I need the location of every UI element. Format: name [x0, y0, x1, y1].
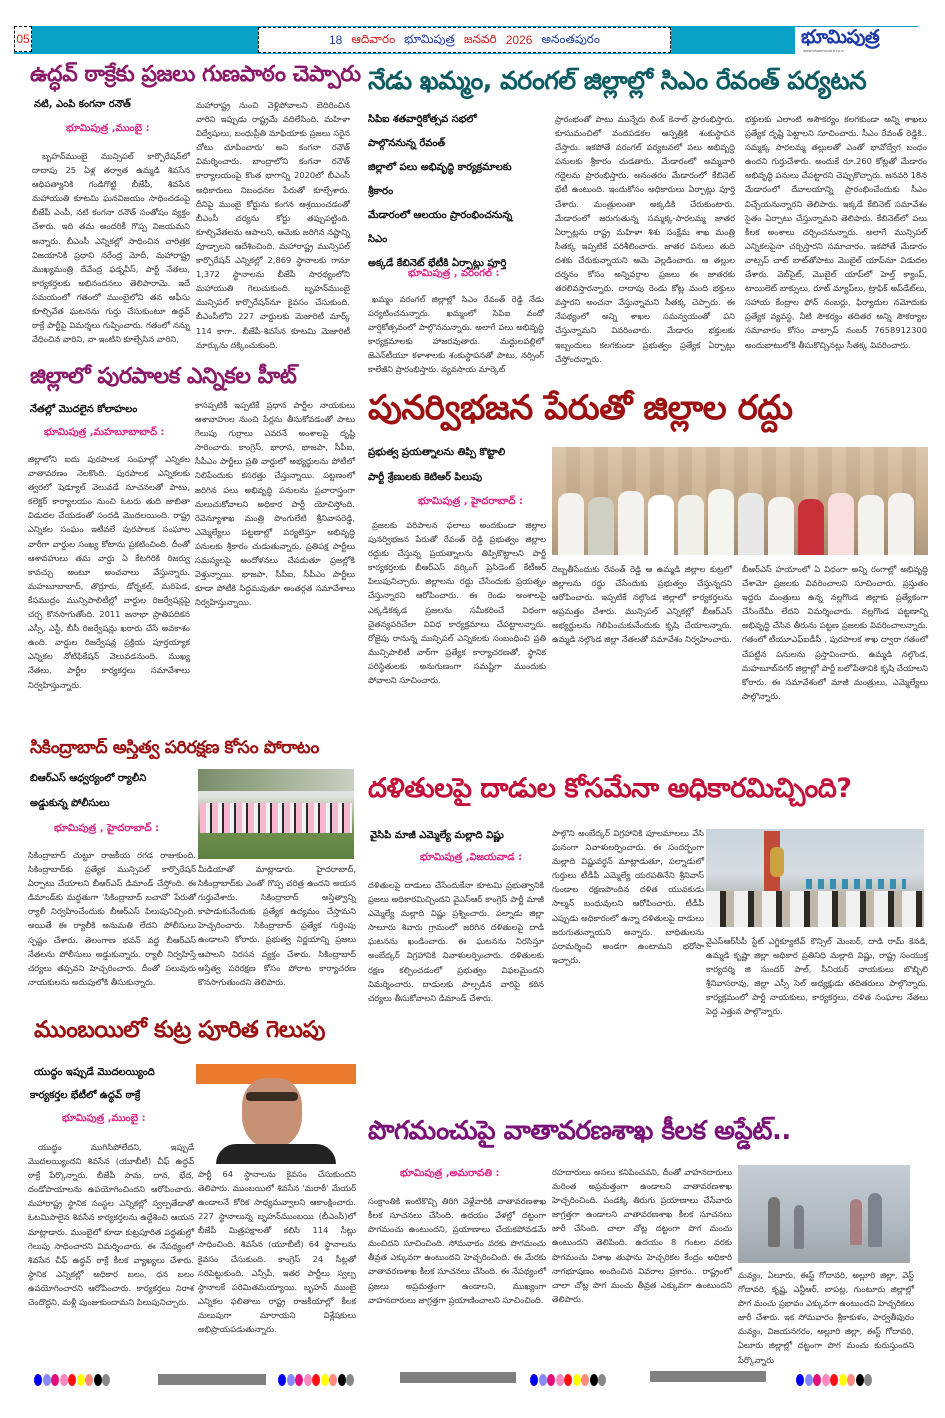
subhead-khammam-1: సిపిఐ శతవార్షికోత్సవ సభలో [368, 114, 477, 125]
footer-color-dot [346, 1374, 354, 1386]
dateline-municipal: భూమిపుత్ర ,మహబూబాబాద్ : [44, 427, 165, 438]
subhead-redistricting-1: ప్రభుత్వ ప్రయత్నాలను తిప్పి కొట్టాలి [368, 447, 506, 458]
headline-dalit: దళితులపై దాడుల కోసమేనా అధికారమిచ్చింది? [368, 773, 852, 804]
footer-color-dot [321, 1374, 329, 1386]
headline-redistricting: పునర్విభజన పేరుతో జిల్లాల రద్దు [368, 388, 793, 428]
photo-fog [738, 1165, 910, 1263]
footer-color-dot [564, 1374, 572, 1386]
footer-color-dot [839, 1374, 847, 1386]
issue-weekday: ఆదివారం [351, 31, 396, 46]
body-mumbai-col2: పార్టీ 64 స్థానాలను కైవసం చేసుకుందని తెలిపారు. ముంబయిలో శివసేన 'మరాఠీ' మేయర్ ఉండాలనే కోరిక సాధ్యమవ్వాలని ఆకాంక్షించారు. 227 స్థానాలున్న బృహన్‌ముంబయి (బీఎంసీ)లో బీజేపీ మిత్రపక్షాలతో కలిసి 114 సీట్లు సాధించింది. శివసేన (యూబీటీ) 64 స్థానాలను కైవసం చేసుకుంది. కాంగ్రెస్ 24 సీట్లతో సరిపెట్టుకుంది. ఎన్సీపీ, ఇతర పార్టీలు స్వల్ప స్థానాలకే పరిమితమయ్యాయి. బృహన్ ముంబై ఎన్నికల ఫలితాలు రాష్ట్ర రాజకీయాల్లో కీలక మలుపుగా మారాయని విశ్లేషకులు అభిప్రాయపడుతున్నారు. [198, 1169, 356, 1335]
footer-color-dot [573, 1374, 581, 1386]
body-khammam-col2: ప్రారంభంతో పాటు మున్నేరు లింక్ కెనాల్ ప్రారంభిస్తారు. కూసుమంచిలో వందపడకల ఆస్పత్రికి శంకుస్థాపన చేస్తారు. ఇకపోతే వరంగల్ పర్యటనలో పలు అభివృద్ధి పనులకు శ్రీకారం చుడతారు. మేడారంలో అమ్మవారి గద్దెలను ప్రారంభిస్తారు. అనంతరం మేడారంలో కేబినెట్ భేటీ ఉంటుంది. ఇందుకోసం అధికారులు ఏర్పాట్లు పూర్తి చేశారు. మంత్రులంతా అక్కడికి చేరుకుంటారు. మేడారంలో జరుగుతున్న సమ్మక్క-సారలమ్మ జాతర ఏర్పాట్లను రాష్ట్ర మహిళా శిశు సంక్షేమ శాఖ మంత్రి సీతక్క ఇప్పటికే పరిశీలించారు. జాతర పనులు తుది దశకు చేరుకున్నాయని ఆమె వెల్లడించారు. ఆ తల్లుల దర్శనం కోసం అన్నివర్గాల ప్రజలు ఈ జాతరకు తరలివస్తారన్నారు. దాదాపు రెండు కోట్ల మంది భక్తులు వస్తారని అంచనా వేస్తున్నామని సీతక్క చెప్పారు. ఈ నేపథ్యంలో అన్ని శాఖల సమన్వయంతో పని చేస్తున్నామని వివరించారు. మేడారం భక్తులకు ఇబ్బందులు కలగకుండా ప్రభుత్వం ప్రత్యేక ఏర్పాట్లు చేస్తోందన్నారు. [555, 114, 735, 364]
footer-color-dot [556, 1374, 564, 1386]
body-secunderabad-col1: సికింద్రాబాద్ చుట్టూ రాజకీయ రగడ రాజుకుంది. సికింద్రాబాద్‌కు ప్రత్యేక మున్సిపల్ కార్పొరేషన్ ఏర్పాటు చేయాలని బీఆర్ఎస్ డిమాండ్ చేస్తోంది. ఈ డిమాండ్‌కు మద్దతుగా 'సికింద్రాబాద్ బచావో' పేరుతో ర్యాలీ నిర్వహించేందుకు బీఆర్ఎస్ పిలుపునిచ్చింది. అయితే ఈ ర్యాలీకి అనుమతి లేదని పోలీసులు స్పష్టం చేశారు. తెలంగాణ భవన్ వద్ద బీఆర్ఎస్ నేతలను పోలీసులు అడ్డుకున్నారు. ర్యాలీ నిర్వహిస్తే చర్యలు తప్పవని హెచ్చరించారు. దీంతో పలువురు నాయకులను అదుపులోకి తీసుకున్నారు. [28, 850, 196, 987]
photo-people-row [558, 485, 920, 555]
photo-secunderabad [198, 769, 354, 859]
photo-crowd [200, 803, 352, 833]
logo-tagline: www.bhoomiputra.co.in [803, 49, 845, 53]
issue-day: 18 [328, 33, 343, 47]
footer-color-dot [864, 1374, 872, 1386]
footer-bar-3 [650, 1371, 766, 1382]
footer-color-dot [312, 1374, 320, 1386]
subhead-dalit: వైసిపి మాజీ ఎమ్మెల్యే మల్లాది విష్ణు [370, 830, 504, 841]
body-dalit-col3: వైఎస్ఆర్‌సీపీ స్టేట్ ఎగ్జిక్యూటివ్ కౌన్సిల్ మెంబర్, దాడి రామ్ కెనడి, ఉమ్మడి కృష్ణా జిల్లా అధికార ప్రతినిధి మల్లాది విష్ణు, రాష్ట్ర సంయుక్త కార్యదర్శి జి సుందర్ పాల్, సీనియర్ నాయకులు బొబ్బిలి శ్రీనివాసరావు, జిల్లా ఎస్సీ సెల్ అధ్యక్షుడు తదితరులు పాల్గొన్నారు. కార్యక్రమంలో పార్టీ నాయకులు, కార్యకర్తలు, దళిత సంఘాల నేతలు పెద్ద ఎత్తున పాల్గొన్నారు. [706, 936, 928, 1017]
page-number: 05 [14, 26, 32, 52]
body-fog-col1: సంక్రాంతికి ఇంటికొచ్చి తిరిగి వెళ్లేవారికి వాతావరణశాఖ కీలక సూచనలు చేసింది. ఉదయం వేళల్లో దట్టంగా పొగమంచు ఉంటుందని, ప్రయాణాలు చేయకపోవడమే మంచిదని సూచించింది. సోమవారం వరకు పొగమంచు తీవ్రత ఎక్కువగా ఉంటుందని హెచ్చరించింది. ఈ మేరకు వాతావరణశాఖ కీలక సూచనలు చేసింది. ఈ నేపథ్యంలో ప్రజలు అప్రమత్తంగా ఉండాలని, ముఖ్యంగా వాహనదారులు జాగ్రత్తగా ప్రయాణించాలని సూచించింది. [368, 1196, 546, 1305]
footer-color-dot [796, 1374, 804, 1386]
footer-color-dot [278, 1374, 286, 1386]
subhead-khammam-7: అక్కడే కేబినెట్ భేటీకి ఏర్పాట్లు పూర్తి [368, 258, 507, 269]
issue-paper-name: భూమిపుత్ర [404, 31, 455, 46]
body-uddhav-col1: బృహన్‌ముంబై మున్సిపల్ కార్పొరేషన్‌లో దాదాపు 25 ఏళ్ల తర్వాత ఉమ్మడి శివసేన ఆధిపత్యానికి గండిగొట్టి బీజేపీ, శివసేన మహాయుతి కూటమి ఘనవిజయం సాధించడంపై బీజేపీ ఎంపీ, నటి కంగనా రనౌత్ సంతోషం వ్యక్తం చేశారు. ఇది తమ అందరికీ గొప్ప విజయమని అన్నారు. బీఎంసీ ఎన్నికల్లో సాధించిన చారిత్రక విజయానికి ప్రధాని నరేంద్ర మోదీ, మహారాష్ట్ర ముఖ్యమంత్రి దేవేంద్ర ఫడ్నవీస్, పార్టీ నేతలు, కార్యకర్తలకు అభినందనలు తెలిపారామె. ఇదే సమయంలో గతంలో ముంబైలోని తన ఆఫీసు కూల్చివేత ఘటనను గుర్తు చేసుకుంటూ ఉద్ధవ్ ఠాక్రే పార్టీపై విమర్శలు గుప్పించారు. గతంలో నన్ను వేధించిన వారిని, నా ఇంటిని కూల్చేసిన వారిని, [32, 151, 190, 345]
issue-year: 2026 [505, 33, 533, 47]
subhead-khammam-2: పాల్గొననున్న రేవంత్ [368, 138, 446, 149]
footer-dots-1 [34, 1374, 111, 1386]
body-municipal-col1: జిల్లాలోని ఐదు పురపాలక సంఘాల్లో ఎన్నికల వాతావరణం నెలకొంది. పురపాలక ఎన్నికలకు త్వరలో షెడ్యూల్ వెలువడే సూచనలతో పాటు, కలెక్టర్ కార్యాలయం నుంచి ఓటరు తుది జాబితా విడుదల చేయడంతో సందడి మొదలయింది. రాష్ట్ర ఎన్నికల సంఘం ఇటీవలే పురపాలక సంఘాల వారీగా వార్డుల సంఖ్య కోటాను ప్రకటించింది. దీంతో ఆశావహులు తమ వార్డు ఏ కేటగిరికి రిజర్వు కావచ్చు అంటూ అంచనాలు వేస్తున్నారు. మహబూబాబాద్, తొర్రూరు, డోర్నకల్, మరిపెడ, కేసముద్రం మున్సిపాలిటీల్లో వార్డుల రిజర్వేషన్లపై చర్చ కొనసాగుతోంది. 2011 జనాభా ప్రాతిపదికన ఎస్సీ, ఎస్టీ, బీసీ రిజర్వేషన్లు ఖరారు చేసే అవకాశం ఉంది. వార్డుల రిజర్వేషన్ల ప్రక్రియ పూర్తయ్యాక ఎన్నికల నోటిఫికేషన్ వెలువడనుంది. ముఖ్య నేతలు, పార్టీల కార్యకర్తలు సమావేశాలు నిర్వహిస్తున్నారు. [28, 454, 190, 690]
body-redistricting-col2: దెబ్బతీసేందుకు రేవంత్ రెడ్డి ఆ ఉమ్మడి జిల్లాల కుట్రలో జిల్లాలను రద్దు చేసేందుకు ప్రభుత్వం చేస్తున్నదని ఆరోపించారు. ఇప్పటికే నల్గొండ జిల్లాలో కార్యకర్తలను అప్రమత్తం చేశారు. మున్సిపల్ ఎన్నికల్లో బీఆర్ఎస్ అభ్యర్థులను గెలిపించుకునేందుకు కృషి చేయాలన్నారు. ఉమ్మడి నల్గొండ జిల్లా నేతలతో సమావేశం నిర్వహించారు. [552, 564, 732, 645]
footer-color-dot [539, 1374, 547, 1386]
photo-statue [770, 847, 784, 877]
photo-face [242, 1078, 302, 1148]
dateline-redistricting: భూమిపుత్ర , హైదరాబాద్ : [418, 496, 523, 507]
photo-railing [806, 879, 906, 889]
body-redistricting-col1: ప్రజలకు పరిపాలన ఫలాలు అందకుండా జిల్లాల పునర్విభజన పేరుతో రేవంత్ రెడ్డి ప్రభుత్వం జిల్లాల రద్దుకు చేస్తున్న ప్రయత్నాలను తిప్పికొట్టాలని పార్టీ కార్యకర్తలకు బీఆర్ఎస్ వర్కింగ్ ప్రెసిడెంట్ కేటీఆర్ పిలుపునిచ్చారు. జిల్లాలను రద్దు చేసేందుకు ప్రయత్నం చేస్తున్నారని ఆరోపించారు. ఈ రెండు అంశాలపై ఎక్కడికక్కడ ప్రజలను సమీకరించే విధంగా చైతన్యపరిచేలా వివిధ కార్యక్రమాలు చేపట్టాలన్నారు. రోజైపు రానున్న మున్సిపల్ ఎన్నికలకు సంబంధించి ప్రతి మున్సిపాలిటీ వార్‌గా ప్రత్యేక కార్యాచరణతో, స్థానిక పరిస్థితులకు అనుగుణంగా సమష్టిగా ముందుకు పోవాలని సూచించారు. [368, 520, 546, 686]
subhead-municipal: నేతల్లో మొదలైన కోలాహలం [30, 404, 138, 415]
subhead-khammam-6: సిఎం [368, 234, 388, 245]
body-uddhav-col2: మహారాష్ట్ర నుంచి వెళ్లిపోవాలని బెదిరించిన వారిని ఇప్పుడు రాష్ట్రమే వదిలేసింది. మహిళా విద్వేషులు, బంధుప్రీతి మాఫియాకు ప్రజలు సరైన చోటు చూపించారు' అని కంగనా రనౌత్ విమర్శించారు. బాంద్రాలోని కంగనా రనౌత్ కార్యాలయంపై కొంత భాగాన్ని 2020లో బీఎంసీ అధికారులు నిబంధనల పేరుతో కూల్చేశారు. దీనిపై ముంబై కోర్టును కంగన ఆశ్రయించడంతో బీఎంసీ చర్యను కోర్టు తప్పుపట్టింది. కూల్చివేతలను ఆపాలని, ఆమెకు జరిగిన నష్టాన్ని పూడ్చాలని ఆదేశించింది. మహారాష్ట్ర మున్సిపల్ కార్పొరేషన్ ఎన్నికల్లో 2,869 స్థానాలకు గానూ 1,372 స్థానాలను బీజేపీ సారథ్యంలోని మహాయుతి గెలుచుకుంది. బృహన్‌ముంబై మున్సిపల్ కార్పొరేషన్‌నూ కైవసం చేసుకుంది. బీఎంసీలోని 227 వార్డులకు మెజారిటీ మార్క్ 114 కాగా.. బీజేపీ-శివసేన కూటమి మెజారిటీ మార్కును దక్కించుకుంది. [196, 100, 350, 350]
footer-dots-2 [278, 1374, 355, 1386]
subhead-khammam-5: మేడారంలో ఆలయం ప్రారంభించనున్న [368, 210, 513, 221]
footer-color-dot [295, 1374, 303, 1386]
footer-color-dot [338, 1374, 346, 1386]
footer-color-dot [581, 1374, 589, 1386]
body-municipal-col2: కాసప్పటికీ ఇప్పటికే ప్రధాన పార్టీల నాయకులు ఆశావాహుల నుంచి పేర్లను తీసుకోవడంతో పాటు గెలుపు గుర్రాలు ఎవరనే అంశాలపై దృష్టి సారించారు. కాంగ్రెస్, భారాస, భాజపా, సీపీఐ, సీపీఎం పార్టీలు ప్రతి వార్డులో అభ్యర్థులను పోటీలో నిలిపేందుకు కసరత్తు చేస్తున్నాయి. పట్టణంలో జరిగిన పలు అభివృద్ధి పనులను ప్రచారాస్త్రంగా మలుచుకోవాలని అధికార పార్టీ యోచిస్తోంది. రెవెన్యూశాఖ మంత్రి పొంగులేటి శ్రీనివాసరెడ్డి, ఎమ్మెల్యేలు పట్టణాల్లో పర్యటిస్తూ అభివృద్ధి పనులకు శ్రీకారం చుడుతున్నారు. ప్రతిపక్ష పార్టీలు సమస్యలపై ఆందోళనలు చేపడుతూ ప్రజల్లోకి వెళ్తున్నాయి. భాజపా, సీపీఐ, సీపీఎం పార్టీలు కూడా పోటీకి సిద్ధమవుతూ అంతర్గత సమావేశాలు నిర్వహిస్తున్నాయి. [195, 400, 355, 608]
footer-color-dot [329, 1374, 337, 1386]
footer-color-dot [822, 1374, 830, 1386]
subhead-uddhav: నటి, ఎంపి కంగనా రనౌత్ [34, 99, 131, 110]
footer-color-dot [590, 1374, 598, 1386]
body-secunderabad-col2: మీడియాతో మాట్లాడారు. హైదరాబాద్, సికింద్రాబాద్‌కు ఎంతో గొప్ప చరిత్ర ఉందని అయన గుర్తుచేశారు. సికింద్రాబాద్ అస్తిత్వాన్ని కాపాడుకునేందుకు ప్రత్యేక ఉద్యమం చేస్తామని హెచ్చరించారు. సికింద్రాబాద్ ప్రత్యేక గుర్తింపు ఉండాలని కోరారు. ప్రభుత్వ నిర్ణయాన్ని ప్రజలు ఆపాలని నిరసన వ్యక్తం చేశారు. సికింద్రాబాద్ అస్తిత్వ పరిరక్షణ కోసం పోరాట కార్యాచరణ కొనసాగుతుందని తెలిపారు. [198, 864, 356, 987]
body-dalit-col1: దళితులపై దాడులు చేసేందుకేనా కూటమి ప్రభుత్వానికి ప్రజలు అధికారమిచ్చిందని వైఎస్ఆర్ కాంగ్రెస్ పార్టీ మాజీ ఎమ్మెల్యే మల్లాది విష్ణు ప్రశ్నించారు. పల్నాడు జిల్లా సాలూరు శివారు గ్రామంలో జరిగిన దళితులపై దాడి ఘటనను ఖండించారు. ఈ ఘటనను నిరసిస్తూ అంబేద్కర్ విగ్రహానికి నివాళులర్పించారు. దళితులకు రక్షణ కల్పించడంలో ప్రభుత్వం విఫలమైందని విమర్శించారు. దాడులకు పాల్పడిన వారిపై కఠిన చర్యలు తీసుకోవాలని డిమాండ్ చేశారు. [368, 880, 544, 1003]
photo-dalit [706, 829, 924, 927]
body-khammam-col1: ఖమ్మం వరంగల్ జిల్లాల్లో సిఎం రేవంత్ రెడ్డి నేడు పర్యటించనున్నారు. ఖమ్మంలో సిపిఐ వందో వార్షికోత్సవంలో పాల్గొననున్నారు. అలాగే పలు అభివృద్ధి కార్యక్రమాలకు హాజరవుతారు. మద్దులపల్లిలో జెఎన్‌టీయూ కళాశాలకు శంకుస్థాపనతో పాటు, నర్సింగ్ కాలేజీని ప్రారంభిస్తారు. వ్యవసాయ మార్కెట్ [368, 294, 544, 375]
footer-color-dot [547, 1374, 555, 1386]
footer-dots-3 [530, 1374, 607, 1386]
footer-color-dot [43, 1374, 51, 1386]
dateline-secunderabad: భూమిపుత్ర , హైదరాబాద్ : [54, 823, 159, 834]
body-mumbai-col1: యుద్ధం ముగిసిపోలేదని, ఇప్పుడే మొదలయ్యిందని శివసేన (యూబీటీ) చీఫ్ ఉద్ధవ్ ఠాక్రే పేర్కొన్నారు. బీజేపీ సామ, దాన, భేద, దండోపాయాలను ఉపయోగించిందని ఆరోపించారు. మహారాష్ట్ర స్థానిక సంస్థల ఎన్నికల్లో స్వల్పతేడాతో ఓటమిపాలైన శివసేన కార్యకర్తలను ఉద్దేశించి ఆయన మాట్లాడారు. ముంబైలో కూడా కుట్రపూరిత పద్ధతుల్లో గెలుపు సాధించారని విమర్శించారు. ఈ నేపథ్యంలో శివసేన చీఫ్ ఉద్ధవ్ ఠాక్రే కీలక వ్యాఖ్యలు చేశారు. స్థానిక ఎన్నికల్లో అధికార బలం, ధన బలం ఉపయోగించారని ఆరోపించారు. కార్యకర్తలు నిరాశ చెందొద్దని, మళ్లీ పుంజుకుందామని పిలుపునిచ్చారు. [28, 1142, 194, 1308]
dateline-dalit: భూమిపుత్ర ,విజయవాడ : [420, 852, 523, 863]
subhead-redistricting-2: పార్టీ శ్రేణులకు కెటిఆర్ పిలుపు [368, 472, 483, 483]
subhead-mumbai-1: యుద్ధం ఇప్పుడే మొదలయ్యింది [34, 1067, 155, 1078]
headline-municipal: జిల్లాలో పురపాలక ఎన్నికల హీట్ [30, 364, 297, 389]
subhead-khammam-list [368, 108, 512, 276]
issue-dateline [258, 27, 671, 53]
subhead-khammam-3: జిల్లాలో పలు అభివృద్ధి కార్యక్రమాలకు [368, 162, 512, 173]
footer-color-dot [287, 1374, 295, 1386]
headline-mumbai: ముంబయిలో కుట్ర పూరిత గెలుపు [34, 1017, 325, 1043]
footer-dots-4 [796, 1374, 873, 1386]
footer-color-dot [94, 1374, 102, 1386]
footer-color-dot [77, 1374, 85, 1386]
dateline-uddhav: భూమిపుత్ర ,ముంబై : [66, 123, 150, 134]
headline-secunderabad: సికింద్రాబాద్ అస్తిత్వ పరిరక్షణ కోసం పోరాటం [30, 738, 319, 758]
footer-color-dot [805, 1374, 813, 1386]
photo-fog-haze [738, 1165, 910, 1263]
footer-color-dot [304, 1374, 312, 1386]
photo-crowd [706, 891, 924, 927]
footer-color-dot [847, 1374, 855, 1386]
photo-trees [198, 769, 354, 791]
photo-shoulders [216, 1144, 336, 1164]
newspaper-logo [795, 27, 918, 54]
footer-color-dot [85, 1374, 93, 1386]
footer-bar-1 [158, 1374, 266, 1385]
issue-edition: అనంతపురం [541, 31, 601, 46]
subhead-secunderabad-1: బిఆర్ఎస్ ఆధ్వర్యంలో ర్యాలీని [30, 773, 147, 784]
photo-glasses [246, 1092, 298, 1101]
photo-mumbai [196, 1064, 356, 1164]
footer-color-dot [813, 1374, 821, 1386]
issue-month: జనవరి [463, 31, 497, 46]
footer-color-dot [102, 1374, 110, 1386]
subhead-khammam-4: శ్రీకారం [368, 186, 394, 197]
footer-bar-2 [400, 1372, 516, 1383]
footer-color-dot [598, 1374, 606, 1386]
footer-color-dot [530, 1374, 538, 1386]
footer-color-dot [830, 1374, 838, 1386]
body-redistricting-col3: బీఆర్ఎస్ హయాంలో ఏ విధంగా అన్ని రంగాల్లో అభివృద్ధి చేశామో ప్రజలకు వివరించాలని సూచించారు. ప్రస్తుతం ఇద్దరు మంత్రులు ఉన్న నల్లగొండ జిల్లాకు ప్రత్యేకంగా చేసిందేమీ లేదని విమర్శించారు. నల్లగొండ పట్టణాన్ని అభివృద్ధి చేసిన తీరును పట్టణ ప్రజలకు వివరించాలన్నారు. గతంలో టీయూఎఫ్ఐడీసీ , పురపాలక శాఖ ద్వారా గతంలో చేపట్టిన పనులను ప్రస్తావించారు. ఉమ్మడి నల్గొండ, మహబూబ్‌నగర్ జిల్లాల్లో పార్టీ బలోపేతానికి కృషి చేయాలని కోరారు. ఈ సమావేశంలో మాజీ మంత్రులు, ఎమ్మెల్యేలు పాల్గొన్నారు. [742, 564, 928, 701]
photo-redistricting [552, 447, 928, 555]
subhead-mumbai-2: కార్యకర్తల భేటీలో ఉద్ధవ్ ఠాక్రే [30, 1090, 141, 1101]
body-khammam-col3: భక్తులకు ఎలాంటి అసౌకర్యం కలగకుండా అన్ని శాఖలు ప్రత్యేక దృష్టి పెట్టాలని సూచించారు. సీఎం రేవంత్ రెడ్డికి.. సమ్మక్క సారలమ్మ తల్లులతో ఎంతో భావోద్వేగ బంధం ఉందని గుర్తుచేశారు. అందుకే రూ.260 కోట్లతో మేడారం అభివృద్ధి పనులు చేపట్టారని చెప్పుకొచ్చారు. జనవరి 18న మేడారంలో దేవాలయాన్ని ప్రారంభించేందుకు సీఎం విచ్చేయనున్నారని తెలిపారు. ఇక్కడే కేబినెట్ సమావేశం సైతం ఏర్పాటు చేస్తున్నామని తెలిపారు. కేబినెట్‌లో పలు కీలక అంశాలు చర్చించనున్నారు. అలాగే మున్సిపల్ ఎన్నికలపైనా చర్చిస్తారని సమాచారం. ఇకపోతే మేడారం వాట్సప్ చాట్ బాట్‌తోపాటు మొబైల్ యాప్‌నూ విడుదల చేశారు. వెబ్‌సైట్, మొబైల్ యాప్‌లో హెల్త్ క్యాంప్, టాయిలెట్ బాక్సులు, రూట్ మ్యాప్‌లు, ట్రాఫిక్ అప్‌డేట్‌లు, సహాయ కేంద్రాల ఫోన్ నంబర్లు, ఫిర్యాదుల నమోదుకు ప్రత్యేక వ్యవస్థ, నీటి సౌకర్యం తదితర అన్ని సౌకర్యాల సమాచారం కోసం వాట్సాప్ నంబర్ 7658912300 అందుబాటులోకి తీసుకొచ్చినట్లు సీతక్క వివరించారు. [745, 114, 927, 350]
body-dalit-col2: పాల్గొని అంబేద్కర్ విగ్రహానికి పూలమాలలు వేసి ఘనంగా నివాళులర్పించారు. ఈ సందర్భంగా మల్లాది విష్ణువర్ధన్ మాట్లాడుతూ, పల్నాడులో గుర్తులు టీడీపీ ఎమ్మెల్యే యరపతినేని శ్రీనివాస్ గుండాల రక్షణపొందిన దళిత యువకుడు సాల్మన్ బంధువులని ఆరోపించారు. టీడీపీ ఎప్పుడు అధికారంలో ఉన్నా దళితులపై దాడులు జరుగుతున్నాయని అన్నారు. బాధితులను పరామర్శించి అండగా ఉంటామని భరోసా ఇచ్చారు. [552, 828, 704, 965]
body-fog-col3: మన్యం, ఏలూరు, ఈస్ట్ గోదావరి, అల్లూరి జిల్లా, వెస్ట్ గోదావరి, కృష్ణ, ఎన్టీఆర్, బాపట్ల, గుంటూరు జిల్లాల్లో పొగ మంచు ప్రభావం ఎక్కువగా ఉంటుందని హెచ్చరికలు జారీ చేశారు. ఇక సోమవారం శ్రీకాకుళం, పార్వతీపురం మన్యం, విజయనగరం, అల్లూరి జిల్లా, ఈస్ట్ గోదావరి, ఏలూరు జిల్లాల్లో దట్టంగా పొగ మంచు కురుస్తుందని పేర్కొన్నారు [738, 1270, 914, 1365]
dateline-fog: భూమిపుత్ర ,అమరావతి : [400, 1168, 500, 1179]
footer-color-dot [68, 1374, 76, 1386]
logo-text: భూమిపుత్ర [801, 26, 880, 48]
dateline-mumbai: భూమిపుత్ర ,ముంబై : [62, 1113, 146, 1124]
headline-fog: పొగమంచుపై వాతావరణశాఖ కీలక అప్డేట్.. [368, 1116, 791, 1146]
body-fog-col2: రహదారులు అసలు కనిపించవని, దీంతో వాహనదారులు మరింత అప్రమత్తంగా ఉండాలని వాతావరణశాఖ హెచ్చరించింది. పండక్కి తిరుగు ప్రయాణాలు చేసేవారు జాగ్రత్తగా ఉండాలని వాతావరణశాఖ కీలక సూచనలు జారీ చేసింది. చాలా చోట్ల దట్టంగా పొగ మంచు ఉంటుందని తెలిపింది. ఉదయం 8 గంటల వరకు పొగమంచు విశాఖ తుఫాను హెచ్చరికల కేంద్రం అధికారి నాగభూషణం అందించిన వివరాల ప్రకారం.. రాష్ట్రంలో చాలా చోట్ల పొగ మంచు తీవ్రత ఎక్కువగా ఉంటుందని తెలిపారు. [552, 1167, 732, 1304]
footer-color-dot [34, 1374, 42, 1386]
subhead-secunderabad-2: అడ్డుకున్న పోలీసులు [30, 798, 110, 809]
footer-color-dot [856, 1374, 864, 1386]
footer-color-dot [60, 1374, 68, 1386]
headline-uddhav: ఉద్ధవ్ ఠాక్రేకు ప్రజలు గుణపాఠం చెప్పారు [30, 62, 361, 87]
dateline-khammam: భూమిపుత్ర , వరంగల్ : [408, 268, 500, 279]
footer-color-dot [51, 1374, 59, 1386]
headline-khammam: నేడు ఖమ్మం, వరంగల్ జిల్లాల్లో సిఎం రేవంత్ పర్యటన [368, 66, 867, 95]
